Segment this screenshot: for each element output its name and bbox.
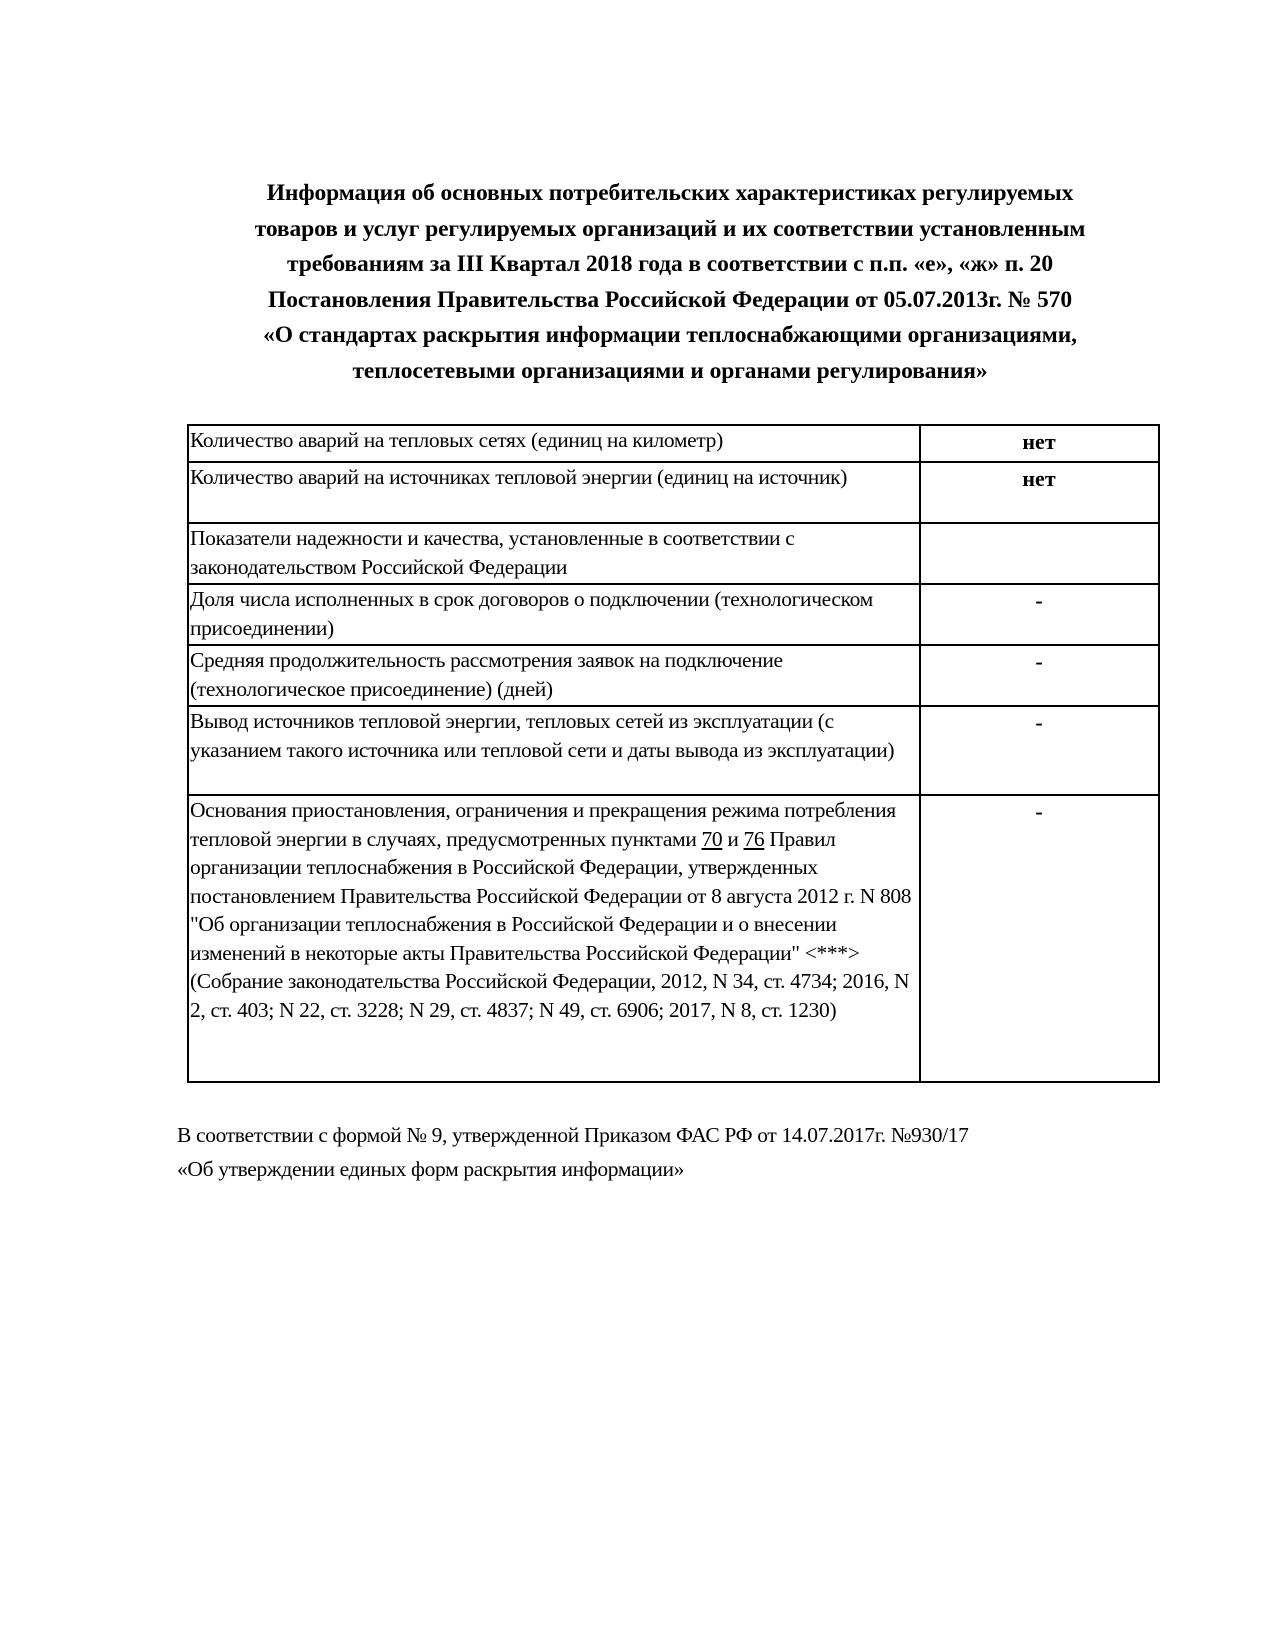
row-label: Количество аварий на тепловых сетях (единиц на километр) xyxy=(188,425,920,462)
row-value xyxy=(920,523,1159,584)
characteristics-table xyxy=(187,424,1160,1083)
table-row xyxy=(188,425,1159,462)
title-line: Информация об основных потребительских характеристиках регулируемых xyxy=(266,180,1074,206)
document-title xyxy=(150,176,1190,389)
link-point-76[interactable]: 76 xyxy=(743,826,765,851)
row-label: Количество аварий на источниках тепловой энергии (единиц на источник) xyxy=(188,462,920,523)
row-label-text: и xyxy=(722,826,744,851)
title-line: Постановления Правительства Российской Федерации от 05.07.2013г. № 570 xyxy=(268,286,1072,313)
row-value: нет xyxy=(920,462,1159,523)
row-label: Средняя продолжительность рассмотрения заявок на подключение (технологическое присоединение) (дней) xyxy=(188,645,920,706)
title-line: теплосетевыми организациями и органами регулирования» xyxy=(352,357,988,384)
row-value: - xyxy=(920,584,1159,645)
row-value: - xyxy=(920,706,1159,795)
title-line: требованиям за III Квартал 2018 года в соответствии с п.п. «е», «ж» п. 20 xyxy=(287,251,1053,277)
row-value: нет xyxy=(920,425,1159,462)
row-value: - xyxy=(920,795,1159,1082)
title-line: товаров и услуг регулируемых организаций и их соответствии установленным xyxy=(254,215,1086,242)
footer-line: В соответствии с формой № 9, утвержденной Приказом ФАС РФ от 14.07.2017г. №930/17 xyxy=(177,1123,969,1147)
row-label: Доля числа исполненных в срок договоров о подключении (технологическом присоединении) xyxy=(188,584,920,645)
table-row xyxy=(188,645,1159,706)
row-label: Вывод источников тепловой энергии, тепловых сетей из эксплуатации (с указанием такого источника или тепловой сети и даты вывода из эксплуатации) xyxy=(188,706,920,795)
row-label-text: Правил организации теплоснабжения в Российской Федерации, утвержденных постановлением Правительства Российской Федерации от 8 августа 2012 г. N 808 "Об организации теплоснабжения в Российской Федерации и о внесении изменений в некоторые акты Правительства Российской Федерации" <***> (Собрание законодательства Российской Федерации, 2012, N 34, ст. 4734; 2016, N 2, ст. 403; N 22, ст. 3228; N 29, ст. 4837; N 49, ст. 6906; 2017, N 8, ст. 1230) xyxy=(190,826,912,1022)
table-row xyxy=(188,462,1159,523)
title-line: «О стандартах раскрытия информации теплоснабжающими организациями, xyxy=(263,322,1077,348)
row-label: Показатели надежности и качества, установленные в соответствии с законодательством Российской Федерации xyxy=(188,523,920,584)
table-row xyxy=(188,523,1159,584)
row-label-text: Основания приостановления, ограничения и прекращения режима потребления тепловой энергии в случаях, предусмотренных пунктами xyxy=(190,798,896,851)
table-row xyxy=(188,795,1159,1082)
footer-line: «Об утверждении единых форм раскрытия информации» xyxy=(177,1157,685,1181)
footer-note xyxy=(177,1118,1177,1186)
row-label xyxy=(188,795,920,1082)
link-point-70[interactable]: 70 xyxy=(701,826,723,851)
table-row xyxy=(188,706,1159,795)
row-value: - xyxy=(920,645,1159,706)
table-row xyxy=(188,584,1159,645)
